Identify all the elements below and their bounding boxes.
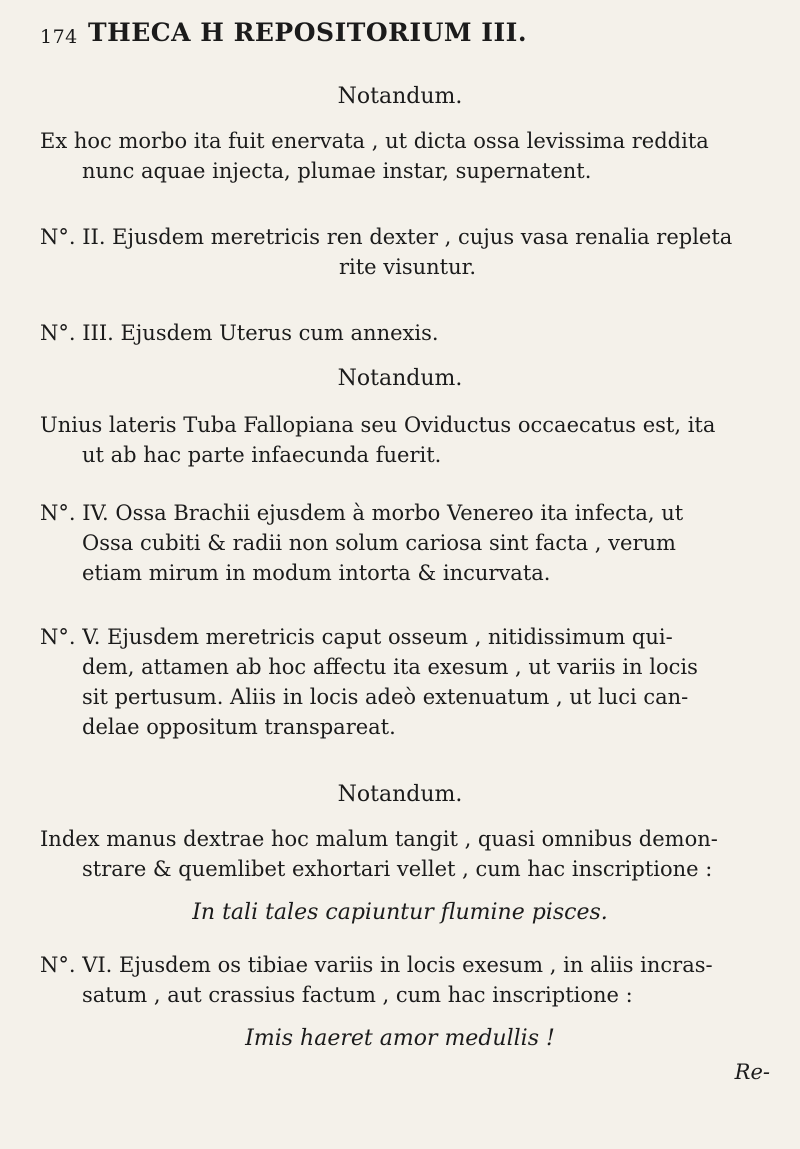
text-line: rite visuntur. <box>338 255 477 279</box>
inscription: In tali tales capiuntur flumine pisces. <box>192 900 608 925</box>
entry-paragraph <box>40 126 775 186</box>
entry-no-4 <box>40 498 775 588</box>
notandum-heading: Notandum. <box>337 84 463 109</box>
entry-no-5 <box>40 622 775 742</box>
text-line: N°. III. Ejusdem Uterus cum annexis. <box>40 321 439 345</box>
text-line: sit pertusum. Aliis in locis adeò extenuatum , ut luci can- <box>82 685 689 709</box>
entry-no-6 <box>40 950 775 1010</box>
notandum-heading: Notandum. <box>337 366 463 391</box>
running-title: THECA H REPOSITORIUM III. <box>88 18 528 47</box>
text-line: ut ab hac parte infaecunda fuerit. <box>82 443 442 467</box>
text-line: Index manus dextrae hoc malum tangit , quasi omnibus demon- <box>40 827 718 851</box>
text-line: Unius lateris Tuba Fallopiana seu Oviductus occaecatus est, ita <box>40 413 716 437</box>
text-line: N°. IV. Ossa Brachii ejusdem à morbo Venereo ita infecta, ut <box>40 501 684 525</box>
page-header <box>40 14 780 54</box>
text-line: delae oppositum transpareat. <box>82 715 396 739</box>
catchword: Re- <box>734 1060 770 1084</box>
entry-paragraph <box>40 410 775 470</box>
text-line: etiam mirum in modum intorta & incurvata. <box>82 561 551 585</box>
inscription: Imis haeret amor medullis ! <box>245 1026 555 1051</box>
notandum-heading: Notandum. <box>337 782 463 807</box>
text-line: nunc aquae injecta, plumae instar, supernatent. <box>82 159 592 183</box>
entry-paragraph <box>40 824 775 884</box>
entry-no-2 <box>40 222 775 282</box>
text-line: N°. VI. Ejusdem os tibiae variis in locis exesum , in aliis incras- <box>40 953 713 977</box>
text-line: N°. V. Ejusdem meretricis caput osseum , nitidissimum qui- <box>40 625 673 649</box>
text-line: strare & quemlibet exhortari vellet , cum hac inscriptione : <box>82 857 713 881</box>
text-line: dem, attamen ab hoc affectu ita exesum , ut variis in locis <box>82 655 698 679</box>
text-line: Ossa cubiti & radii non solum cariosa sint facta , verum <box>82 531 676 555</box>
entry-no-3 <box>40 318 775 348</box>
text-line: satum , aut crassius factum , cum hac inscriptione : <box>82 983 633 1007</box>
text-line: Ex hoc morbo ita fuit enervata , ut dicta ossa levissima reddita <box>40 129 709 153</box>
page-number: 174 <box>40 26 78 48</box>
text-line: N°. II. Ejusdem meretricis ren dexter , cujus vasa renalia repleta <box>40 225 733 249</box>
